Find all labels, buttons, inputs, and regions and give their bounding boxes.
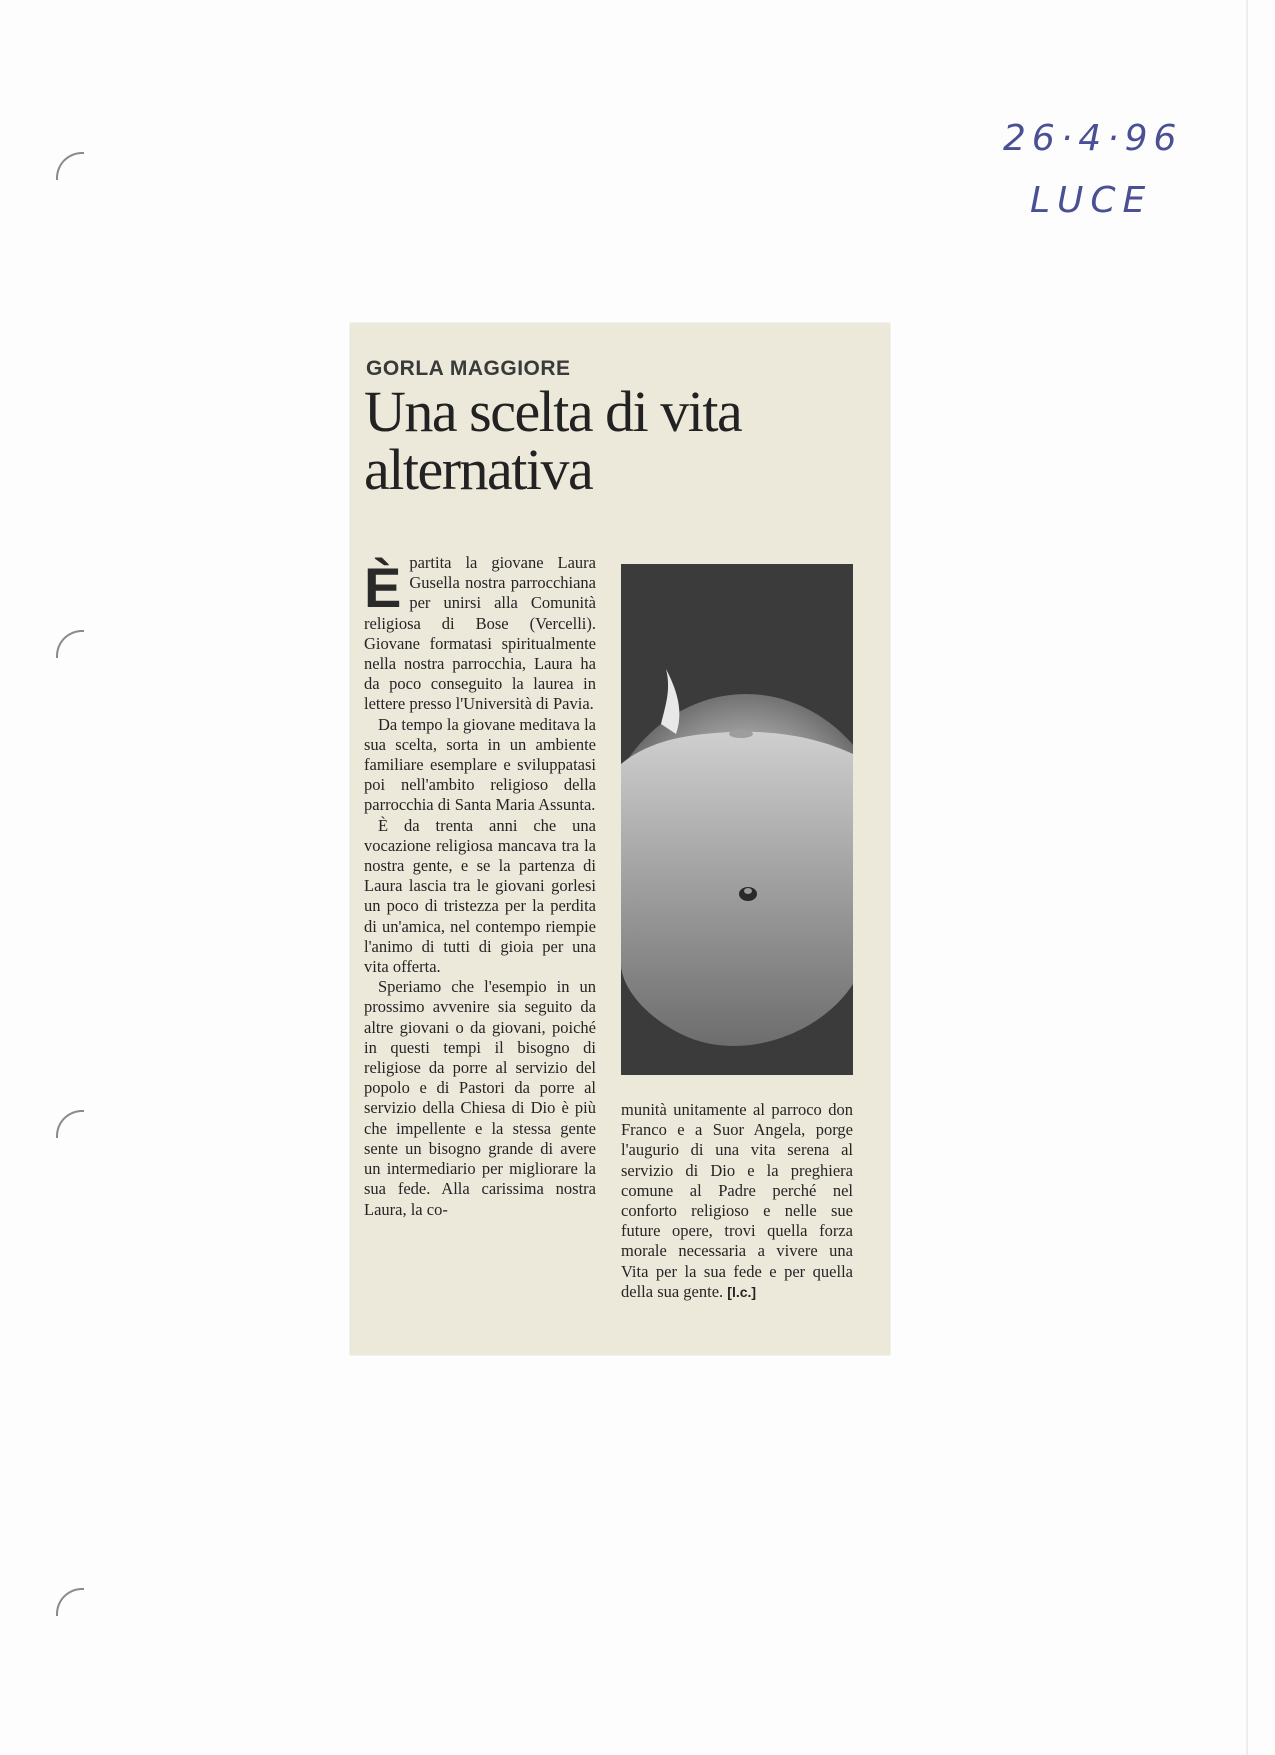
handwritten-date: 26·4·96 [1003, 118, 1183, 159]
article-paragraph: Da tempo la giovane meditava la sua scelta, sorta in un ambiente familiare esemplare e sviluppatasi poi nell'ambito religioso della parrocchia di Santa Maria Assunta. [364, 714, 596, 815]
page-edge [1246, 0, 1248, 1755]
punch-hole [56, 152, 84, 180]
article-paragraph: Speriamo che l'esempio in un prossimo avvenire sia seguito da altre giovani o da giovani, poiché in questi tempi il bisogno di religiose da porre al servizio del popolo e di Pastori da porre al servizio della Chiesa di Dio è più che impellente e la stessa gente sente un bisogno grande di avere un intermediario per migliorare la sua fede. Alla carissima nostra Laura, la co- [364, 977, 596, 1219]
article-kicker: GORLA MAGGIORE [366, 357, 571, 380]
article-column-1 [364, 553, 596, 1323]
handwritten-source: LUCE [1030, 180, 1153, 221]
article-paragraph: partita la giovane Laura Gusella nostra parrocchiana per unirsi alla Comunità religiosa di Bose (Vercelli). Giovane formatasi spiritualmente nella nostra parrocchia, Laura ha da poco conseguito la laurea in lettere presso l'Università di Pavia. [364, 553, 596, 714]
drop-cap: È [364, 556, 402, 619]
candle-photo [621, 564, 853, 1075]
punch-hole [56, 1588, 84, 1616]
article-headline: Una scelta di vita alternativa [364, 379, 742, 502]
punch-hole [56, 1110, 84, 1138]
article-paragraph: È da trenta anni che una vocazione religiosa mancava tra la nostra gente, e se la partenza di Laura lascia tra le giovani gorlesi un poco di tristezza per la perdita di un'amica, nel contempo riempie l'animo di tutti di gioia per una vita offerta. [364, 815, 596, 977]
article-column-2 [621, 1100, 853, 1330]
author-signature: [l.c.] [727, 1283, 757, 1300]
punch-hole [56, 630, 84, 658]
article-continuation: munità unitamente al parroco don Franco e a Suor Angela, porge l'augurio di una vita serena al servizio di Dio e la preghiera comune al Padre perché nel conforto religioso e nelle sue future opere, trovi quella forza morale necessaria a vivere una Vita per la sua fede e per quella della sua gente. [l.c.] [621, 1100, 853, 1301]
newspaper-clipping [350, 323, 890, 1355]
candle-flame-illustration [621, 564, 853, 1075]
